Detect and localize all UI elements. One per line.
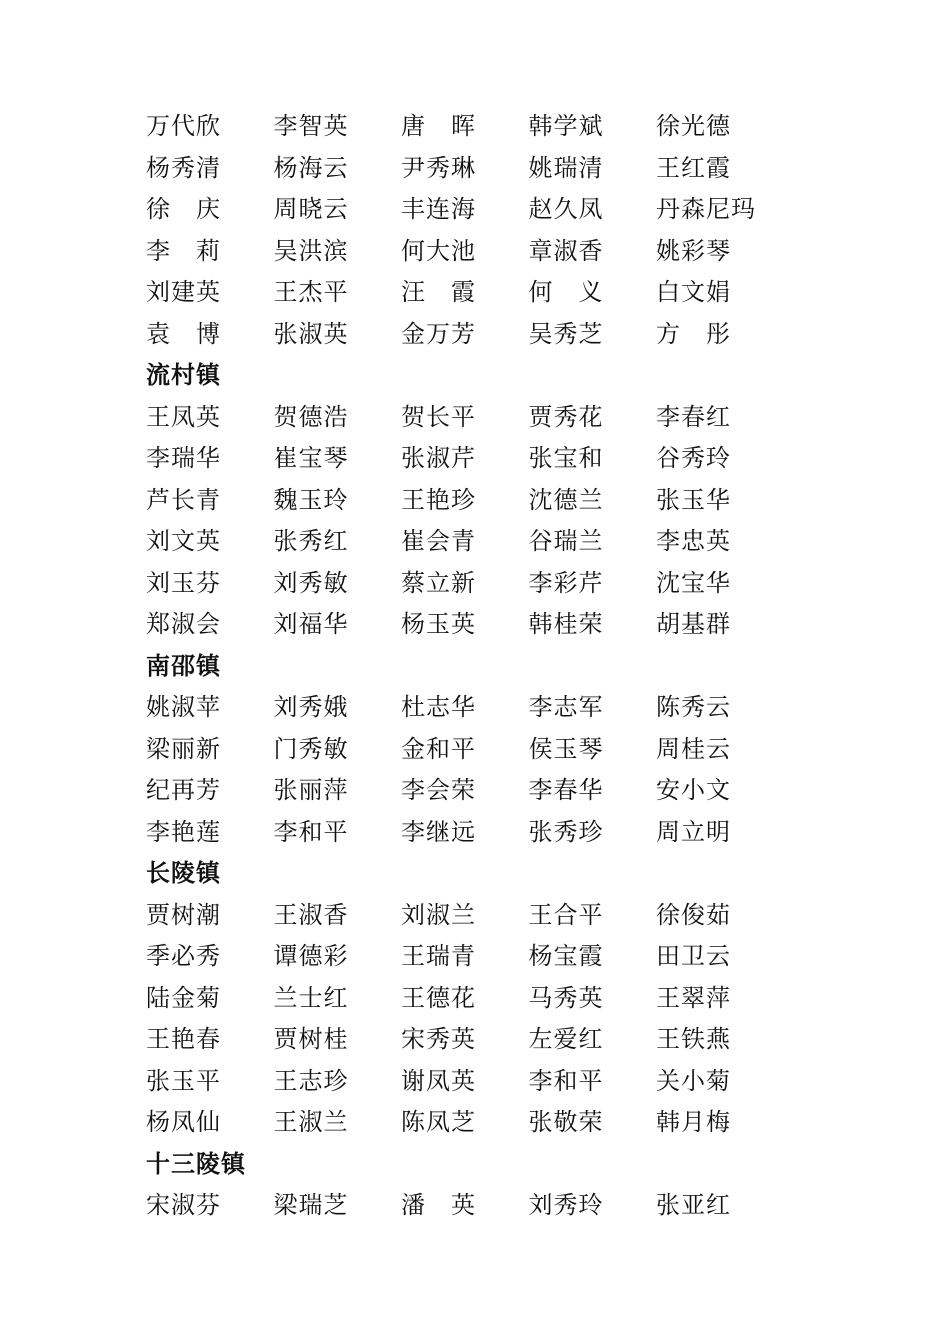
person-name: 王艳春 <box>146 1025 221 1054</box>
person-name: 田卫云 <box>656 942 731 971</box>
person-name: 袁 博 <box>146 319 221 348</box>
person-name: 张敬荣 <box>528 1108 604 1137</box>
person-name: 王淑香 <box>273 900 349 929</box>
person-name: 蔡立新 <box>401 568 476 597</box>
name-list <box>146 103 846 1224</box>
person-name: 刘玉芬 <box>146 568 221 597</box>
person-name: 张秀红 <box>273 527 349 556</box>
person-name: 谷秀玲 <box>656 444 731 473</box>
person-name: 徐俊茹 <box>656 900 731 929</box>
person-name: 贾秀花 <box>528 402 604 431</box>
person-name: 宋秀英 <box>401 1025 476 1054</box>
person-name: 贾树潮 <box>146 900 221 929</box>
person-name: 左爱红 <box>528 1025 604 1054</box>
person-name: 贺德浩 <box>273 402 349 431</box>
person-name: 周桂云 <box>656 734 731 763</box>
person-name: 杜志华 <box>401 693 476 722</box>
name-row <box>146 767 846 809</box>
person-name: 梁瑞芝 <box>273 1191 349 1220</box>
person-name: 王红霞 <box>656 153 731 182</box>
person-name: 万代欣 <box>146 112 221 141</box>
person-name: 章淑香 <box>528 236 604 265</box>
person-name: 刘秀玲 <box>528 1191 604 1220</box>
name-row <box>146 1058 846 1100</box>
person-name: 季必秀 <box>146 942 221 971</box>
name-row <box>146 892 846 934</box>
person-name: 金和平 <box>401 734 476 763</box>
person-name: 丰连海 <box>401 195 476 224</box>
person-name: 谢凤英 <box>401 1066 476 1095</box>
person-name: 杨凤仙 <box>146 1108 221 1137</box>
person-name: 李春华 <box>528 776 604 805</box>
person-name: 李瑞华 <box>146 444 221 473</box>
person-name: 侯玉琴 <box>528 734 604 763</box>
person-name: 胡基群 <box>656 610 731 639</box>
person-name: 李 莉 <box>146 236 221 265</box>
name-row <box>146 477 846 519</box>
person-name: 丹森尼玛 <box>656 195 756 224</box>
section-heading: 南邵镇 <box>146 651 221 680</box>
person-name: 陈凤芝 <box>401 1108 476 1137</box>
person-name: 杨玉英 <box>401 610 476 639</box>
person-name: 张丽萍 <box>273 776 349 805</box>
name-row <box>146 518 846 560</box>
person-name: 杨宝霞 <box>528 942 604 971</box>
person-name: 王凤英 <box>146 402 221 431</box>
person-name: 徐 庆 <box>146 195 221 224</box>
person-name: 刘建英 <box>146 278 221 307</box>
person-name: 刘文英 <box>146 527 221 556</box>
name-row <box>146 394 846 436</box>
person-name: 王德花 <box>401 983 476 1012</box>
person-name: 李彩芹 <box>528 568 604 597</box>
person-name: 何大池 <box>401 236 476 265</box>
name-row <box>146 560 846 602</box>
name-row <box>146 1182 846 1224</box>
person-name: 李智英 <box>273 112 349 141</box>
person-name: 王淑兰 <box>273 1108 349 1137</box>
person-name: 刘秀敏 <box>273 568 349 597</box>
person-name: 郑淑会 <box>146 610 221 639</box>
name-row <box>146 228 846 270</box>
name-row <box>146 311 846 353</box>
name-row <box>146 186 846 228</box>
person-name: 马秀英 <box>528 983 604 1012</box>
person-name: 汪 霞 <box>401 278 476 307</box>
person-name: 崔会青 <box>401 527 476 556</box>
person-name: 李春红 <box>656 402 731 431</box>
person-name: 徐光德 <box>656 112 731 141</box>
section-heading: 十三陵镇 <box>146 1149 246 1178</box>
person-name: 张玉华 <box>656 485 731 514</box>
person-name: 王艳珍 <box>401 485 476 514</box>
name-row <box>146 1016 846 1058</box>
person-name: 谷瑞兰 <box>528 527 604 556</box>
person-name: 张淑英 <box>273 319 349 348</box>
name-row <box>146 435 846 477</box>
name-row <box>146 809 846 851</box>
person-name: 张秀珍 <box>528 817 604 846</box>
person-name: 杨海云 <box>273 153 349 182</box>
person-name: 关小菊 <box>656 1066 731 1095</box>
name-row <box>146 601 846 643</box>
name-row <box>146 726 846 768</box>
person-name: 沈德兰 <box>528 485 604 514</box>
person-name: 姚淑苹 <box>146 693 221 722</box>
person-name: 崔宝琴 <box>273 444 349 473</box>
person-name: 姚彩琴 <box>656 236 731 265</box>
name-row <box>146 145 846 187</box>
person-name: 刘淑兰 <box>401 900 476 929</box>
name-row <box>146 933 846 975</box>
person-name: 张宝和 <box>528 444 604 473</box>
person-name: 沈宝华 <box>656 568 731 597</box>
person-name: 梁丽新 <box>146 734 221 763</box>
person-name: 宋淑芬 <box>146 1191 221 1220</box>
person-name: 李艳莲 <box>146 817 221 846</box>
person-name: 潘 英 <box>401 1191 476 1220</box>
person-name: 尹秀琳 <box>401 153 476 182</box>
person-name: 王铁燕 <box>656 1025 731 1054</box>
person-name: 李和平 <box>528 1066 604 1095</box>
person-name: 金万芳 <box>401 319 476 348</box>
person-name: 李忠英 <box>656 527 731 556</box>
person-name: 刘秀娥 <box>273 693 349 722</box>
person-name: 贺长平 <box>401 402 476 431</box>
name-row <box>146 269 846 311</box>
person-name: 陆金菊 <box>146 983 221 1012</box>
person-name: 唐 晖 <box>401 112 476 141</box>
person-name: 韩桂荣 <box>528 610 604 639</box>
person-name: 韩学斌 <box>528 112 604 141</box>
person-name: 魏玉玲 <box>273 485 349 514</box>
person-name: 方 彤 <box>656 319 731 348</box>
person-name: 周晓云 <box>273 195 349 224</box>
name-row <box>146 103 846 145</box>
person-name: 芦长青 <box>146 485 221 514</box>
name-row <box>146 1099 846 1141</box>
person-name: 姚瑞清 <box>528 153 604 182</box>
person-name: 张淑芹 <box>401 444 476 473</box>
person-name: 门秀敏 <box>273 734 349 763</box>
person-name: 安小文 <box>656 776 731 805</box>
name-row <box>146 975 846 1017</box>
person-name: 谭德彩 <box>273 942 349 971</box>
person-name: 王合平 <box>528 900 604 929</box>
person-name: 张玉平 <box>146 1066 221 1095</box>
person-name: 兰士红 <box>273 983 349 1012</box>
person-name: 王瑞青 <box>401 942 476 971</box>
person-name: 王杰平 <box>273 278 349 307</box>
section-heading: 流村镇 <box>146 361 221 390</box>
person-name: 何 义 <box>528 278 604 307</box>
person-name: 李会荣 <box>401 776 476 805</box>
person-name: 周立明 <box>656 817 731 846</box>
person-name: 李继远 <box>401 817 476 846</box>
person-name: 李和平 <box>273 817 349 846</box>
person-name: 张亚红 <box>656 1191 731 1220</box>
person-name: 贾树桂 <box>273 1025 349 1054</box>
person-name: 王翠萍 <box>656 983 731 1012</box>
person-name: 吴洪滨 <box>273 236 349 265</box>
person-name: 王志珍 <box>273 1066 349 1095</box>
person-name: 白文娟 <box>656 278 731 307</box>
person-name: 吴秀芝 <box>528 319 604 348</box>
person-name: 陈秀云 <box>656 693 731 722</box>
person-name: 李志军 <box>528 693 604 722</box>
name-row <box>146 684 846 726</box>
person-name: 赵久凤 <box>528 195 604 224</box>
person-name: 纪再芳 <box>146 776 221 805</box>
section-heading: 长陵镇 <box>146 859 221 888</box>
person-name: 韩月梅 <box>656 1108 731 1137</box>
person-name: 杨秀清 <box>146 153 221 182</box>
person-name: 刘福华 <box>273 610 349 639</box>
